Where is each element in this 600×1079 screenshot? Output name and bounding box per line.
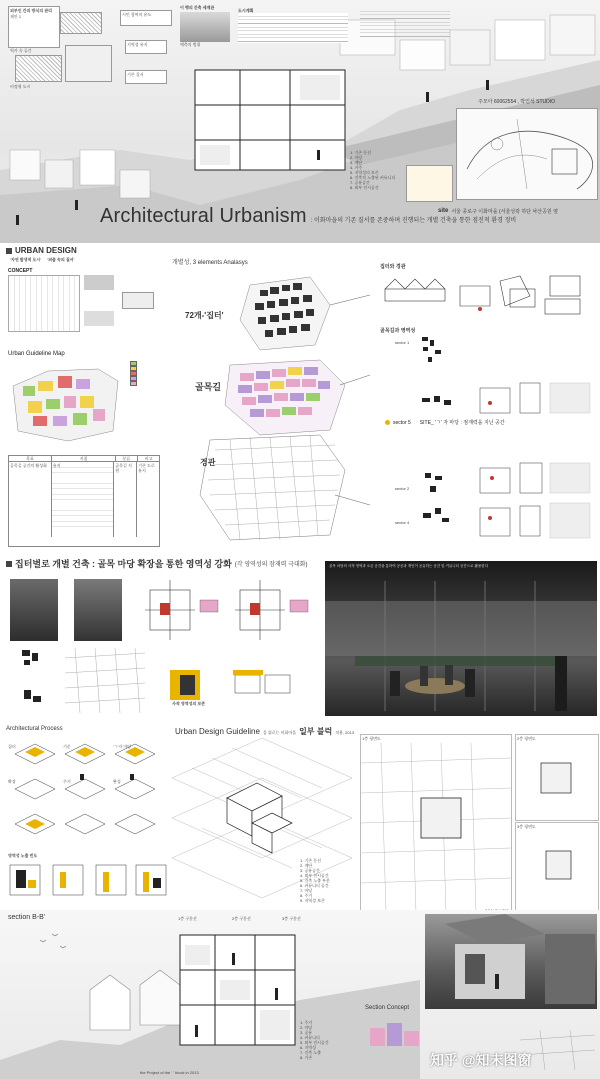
sector-2-label: sector 2 xyxy=(395,486,410,491)
interior-rendering xyxy=(325,561,597,716)
concept-diagram-left xyxy=(8,275,80,332)
top-center-photo xyxy=(180,12,230,42)
plan-2f-title: 2층 평면도 xyxy=(517,736,536,741)
guideline-legend xyxy=(130,361,160,386)
top-left-sketch-2 xyxy=(65,45,112,82)
block-figure-1 xyxy=(20,648,50,668)
guideline-title: Urban Design Guideline xyxy=(175,727,260,736)
top-left-concept-box xyxy=(8,6,60,48)
urban-design-panel xyxy=(0,243,600,553)
exposure-diagrams xyxy=(8,860,168,910)
guideline-heading xyxy=(175,726,354,737)
site-line xyxy=(438,208,558,215)
analysis-title: 개별성, 3 elements Analasys xyxy=(172,260,248,266)
urban-design-heading xyxy=(6,246,77,255)
main-title-text: Architectural Urbanism xyxy=(100,205,307,227)
guideline-highlight: 일부 블럭 xyxy=(299,727,333,736)
site-map xyxy=(456,108,598,200)
top-left-title: 외부인 간의 방식의 관리 xyxy=(10,8,52,13)
individual-title: 집터별로 개별 건축 : 골목 마당 확장을 통한 영역성 강화 xyxy=(15,559,232,569)
count-label: 72개-'집터' xyxy=(185,311,224,320)
student-label: 주모아 60062554 , 박인석 STUDIO xyxy=(478,99,556,105)
section-concept-title: Section Concept xyxy=(365,1005,410,1011)
top-left-line1: 역사 속 공간 xyxy=(10,48,32,53)
urban-design-title: URBAN DESIGN xyxy=(15,246,77,255)
callout-3: 기존 질서 xyxy=(125,70,167,84)
guideline-map xyxy=(8,361,128,446)
alley-photo-1 xyxy=(10,579,58,641)
site-map-small xyxy=(406,165,453,202)
exposure-title: 영역성 노출 빈도 xyxy=(8,853,38,858)
alley-map-grid xyxy=(65,648,145,713)
top-center-box xyxy=(180,5,235,55)
analysis-map xyxy=(170,265,370,545)
guideline-subtitle: 을 위로는 이화마을 xyxy=(262,730,297,735)
concept-label: CONCEPT xyxy=(8,268,33,274)
rendering-caption: 골목 마당의 사적 영역과 오픈 공간을 통하여 공공과 개인이 공유하는 공간 및 커뮤니티 공간으로 활용한다 xyxy=(329,564,488,568)
element-alley-title: 골목길과 영역성 xyxy=(380,328,416,334)
courtyard-rendering xyxy=(425,914,597,1009)
section-title: section B-B' xyxy=(8,914,46,921)
concept-diagram-right xyxy=(82,273,162,328)
sector-5-label: sector 5 SITE_ 'ㄱ' 자 마당 : 점재력을 지닌 공간 xyxy=(385,419,505,426)
site-label: site xyxy=(438,208,449,214)
table-row: 골목길 공간의 활성화 유지 골목길 지원 기존 도로 유지 xyxy=(9,462,159,537)
alley-label: 골목길 xyxy=(195,382,222,392)
section-legend: 1. 주거 2. 마당 3. 공유 4. 커뮤니티 5. 외부 전시공간 6. 지역성 7. 건축 노출 8. 기존 xyxy=(300,1020,329,1060)
top-right-text-block xyxy=(238,8,348,48)
sector-1-label: sector 1 xyxy=(395,340,410,345)
view-label: 경관 xyxy=(200,458,216,467)
top-far-right-text xyxy=(360,8,450,38)
plan-1f xyxy=(360,734,512,916)
territory-caption: 사적 영역성의 보존 xyxy=(172,701,206,706)
top-right-label: 도시계획 xyxy=(238,8,254,13)
block-figure-2 xyxy=(22,688,52,708)
plan-1f-title: 1층 평면도 xyxy=(362,736,381,741)
concept-quote: '자연 발생적 도시' '퍼즐 속의 질서' xyxy=(10,257,75,262)
section-panel xyxy=(0,910,600,1079)
process-diagrams xyxy=(5,734,170,844)
main-title-sub: : 이화마을의 기존 질서를 존중하며 진행되는 개별 건축을 통한 점진적 환경 정비 xyxy=(310,218,517,224)
callout-1: 시민 참여의 유도 xyxy=(120,10,172,26)
section-footer-note: the Project of the ' ' block in 2013 xyxy=(140,1070,199,1075)
individual-title-paren: (각 영역성의 잠재력 극대화) xyxy=(234,562,308,568)
section-label-3f: 3층 구분선 xyxy=(282,916,301,921)
process-panel: Architectural Process 집터 기준 'ㄱ'자 마당 확장 주거 완성 영역성 노출 빈도 Urban Design Guideline 을 위로는 이화마을 일부 블럭 적용, 2013 1. 기존 동선 2. 계단 3. 공유공간 4. 외부 전시공간 5. 건축 노출 부분 6. 커뮤니티 공간 7. 마당 8. 주거 9. 지역성 보존 1층 평면도 2층 평면도 3층 평면도 xyxy=(0,718,600,918)
sector-1-diagram xyxy=(420,335,450,365)
process-title: Architectural Process xyxy=(6,726,63,732)
top-center-title: 이 행의 간축 세계관 xyxy=(180,5,215,10)
top-left-diagram xyxy=(60,12,102,34)
expansion-diagrams xyxy=(145,575,320,710)
watermark: 知乎 @知末图窗 xyxy=(430,1052,532,1068)
plan-3f xyxy=(515,822,599,916)
top-left-line2: 비정형 도시 xyxy=(10,84,31,89)
callout-2: 지역성 유지 xyxy=(125,40,167,54)
guideline-table xyxy=(8,455,160,547)
individual-panel xyxy=(0,553,600,718)
plan-3f-title: 3층 평면도 xyxy=(517,824,536,829)
top-left-sketch xyxy=(15,55,62,82)
top-left-sub: 제안 1 xyxy=(10,14,22,19)
hero-section-legend: 1. 기존 동선 2. 마당 3. 계단 4. 거주 5. 지역성의 보존 6. 건축적 노출된 커뮤니티 7. 공유공간 8. 외부 전시공간 xyxy=(350,150,396,190)
element-house-title: 집터와 경관 xyxy=(380,264,406,270)
element-house-sketches xyxy=(380,271,595,321)
section-label-1f: 1층 구분선 xyxy=(178,916,197,921)
section-concept-diagram xyxy=(365,1013,425,1053)
table-header-row: 목표 지침 분류 비고 xyxy=(9,456,159,462)
top-center-sub: 예측의 범위 xyxy=(180,42,201,47)
guideline-map-title: Urban Guideline Map xyxy=(8,351,65,357)
individual-heading xyxy=(6,557,308,570)
site-text: 서울 종로구 이화마을 (서울성곽 하단 낙산공원 옆 xyxy=(451,209,558,215)
alley-photo-2 xyxy=(74,579,122,641)
sector-4-label: sector 4 xyxy=(395,520,410,525)
guideline-legend: 1. 기존 동선 2. 계단 3. 공유공간 4. 외부 전시공간 5. 건축 노출 부분 6. 커뮤니티 공간 7. 마당 8. 주거 9. 지역성 보존 xyxy=(300,858,330,903)
sector-5-dot-icon xyxy=(385,420,390,425)
section-label-2f: 2층 구분선 xyxy=(232,916,251,921)
plan-2f xyxy=(515,734,599,821)
top-hero-panel xyxy=(0,0,600,243)
guideline-year: 적용, 2013 xyxy=(335,730,355,735)
sector-diagrams xyxy=(420,378,595,548)
